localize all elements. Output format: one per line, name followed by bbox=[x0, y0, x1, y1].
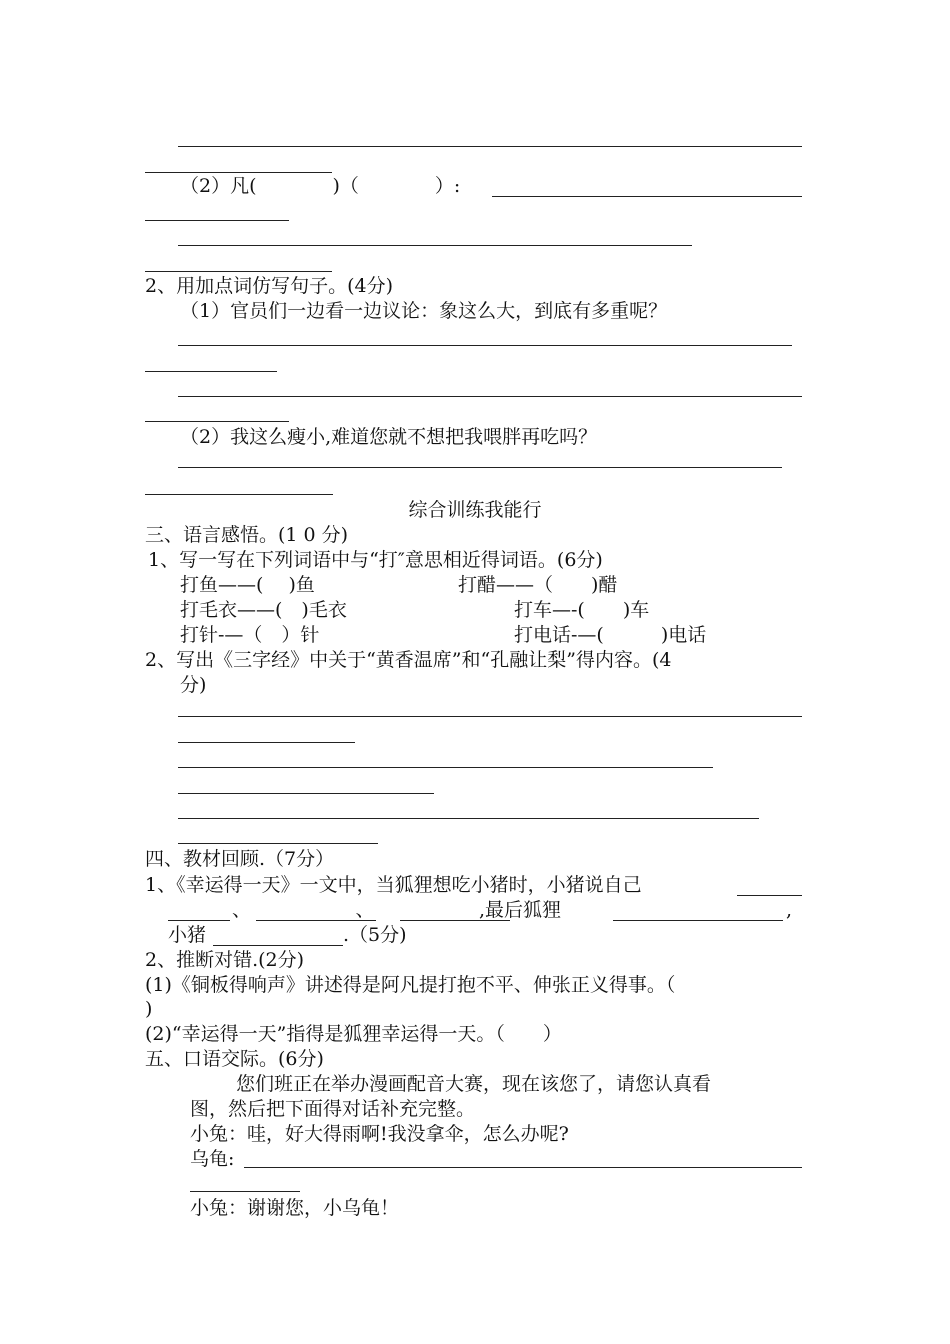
judgment-1: (1)《铜板得响声》讲述得是阿凡提打抱不平、伸张正义得事。（ bbox=[145, 974, 676, 996]
answer-line[interactable] bbox=[168, 920, 230, 921]
section-3-question-1: 1、写一写在下列词语中与“打″意思相近得词语。(6分) bbox=[148, 549, 603, 571]
sentence-2: （2）我这么瘦小,难道您就不想把我喂胖再吃吗？ bbox=[180, 426, 598, 448]
answer-line[interactable] bbox=[737, 895, 802, 896]
answer-line[interactable] bbox=[492, 196, 802, 197]
answer-line[interactable] bbox=[178, 767, 713, 768]
da-item-left: 打针-—（ ）针 bbox=[180, 624, 320, 646]
da-item-right: 打电话-—( )电话 bbox=[514, 624, 707, 646]
section-4-question-1-line-2: 、 、 ,最后狐狸 bbox=[232, 899, 562, 921]
section-5-title: 五、口语交际。(6分) bbox=[145, 1048, 324, 1070]
answer-line[interactable] bbox=[190, 1191, 300, 1192]
answer-line[interactable] bbox=[178, 818, 759, 819]
answer-line[interactable] bbox=[145, 421, 289, 422]
section-5-intro-1: 您们班正在举办漫画配音大赛，现在该您了，请您认真看 bbox=[236, 1073, 712, 1095]
answer-line[interactable] bbox=[178, 716, 802, 717]
answer-line[interactable] bbox=[145, 220, 289, 221]
answer-line[interactable] bbox=[613, 920, 783, 921]
answer-line[interactable] bbox=[145, 371, 277, 372]
da-item-right: 打醋——（ )醋 bbox=[458, 574, 618, 596]
section-3-question-2-wrap: 分) bbox=[180, 674, 207, 696]
answer-line[interactable] bbox=[145, 271, 332, 272]
answer-line[interactable] bbox=[213, 945, 343, 946]
answer-line[interactable] bbox=[178, 793, 434, 794]
da-item-left: 打毛衣——( )毛衣 bbox=[180, 599, 347, 621]
answer-line[interactable] bbox=[244, 1167, 802, 1168]
section-3-question-2: 2、写出《三字经》中关于“黄香温席”和“孔融让梨”得内容。(4 bbox=[145, 649, 672, 671]
section-4-title: 四、教材回顾.（7分） bbox=[145, 848, 335, 870]
section-3-title: 三、语言感悟。(1 0 分) bbox=[145, 524, 349, 546]
judgment-1-wrap: ) bbox=[145, 998, 153, 1020]
section-heading: 综合训练我能行 bbox=[408, 499, 542, 521]
answer-line[interactable] bbox=[145, 172, 332, 173]
answer-line[interactable] bbox=[178, 245, 692, 246]
dialogue-rabbit-1: 小兔：哇，好大得雨啊!我没拿伞，怎么办呢? bbox=[190, 1123, 569, 1145]
answer-line[interactable] bbox=[178, 467, 782, 468]
dialogue-turtle: 乌龟: bbox=[190, 1148, 235, 1170]
answer-line[interactable] bbox=[178, 742, 355, 743]
section-4-question-1: 1、《幸运得一天》一文中，当狐狸想吃小猪时，小猪说自己 bbox=[145, 874, 642, 896]
answer-line[interactable] bbox=[145, 494, 333, 495]
answer-line[interactable] bbox=[178, 843, 378, 844]
answer-line[interactable] bbox=[178, 345, 792, 346]
section-5-intro-2: 图，然后把下面得对话补充完整。 bbox=[190, 1098, 476, 1120]
answer-line[interactable] bbox=[178, 146, 802, 147]
da-item-left: 打鱼——( )鱼 bbox=[180, 574, 315, 596]
question-1-2: （2）凡( )（ ）: bbox=[180, 175, 461, 197]
judgment-2: (2)“幸运得一天”指得是狐狸幸运得一天。（ ） bbox=[145, 1023, 562, 1045]
da-item-right: 打车—-( )车 bbox=[514, 599, 650, 621]
comma: , bbox=[786, 899, 793, 921]
section-4-question-2: 2、推断对错.(2分) bbox=[145, 949, 305, 971]
sentence-1: （1）官员们一边看一边议论：象这么大，到底有多重呢？ bbox=[180, 300, 668, 322]
section-4-question-1-line-3: 小猪 bbox=[168, 924, 207, 946]
score-note: .（5分) bbox=[343, 924, 407, 946]
dialogue-rabbit-2: 小兔：谢谢您，小乌龟！ bbox=[190, 1197, 400, 1219]
answer-line[interactable] bbox=[178, 396, 802, 397]
section-2-title: 2、用加点词仿写句子。(4分) bbox=[145, 275, 394, 297]
